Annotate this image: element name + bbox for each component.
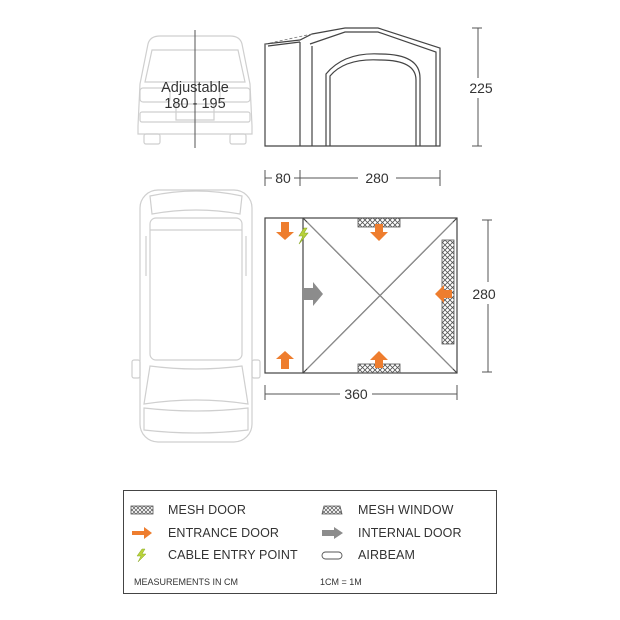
measurements-note: MEASUREMENTS IN CM (134, 577, 239, 587)
floorplan-outline (265, 218, 457, 373)
legend-entrance-door (130, 524, 279, 542)
scale-note: 1CM = 1M (320, 577, 362, 587)
airbeam-icon (320, 548, 346, 562)
mesh-door-icon (130, 503, 156, 517)
legend-mesh-door (130, 501, 246, 519)
entrance-door-arrow-bottom-left (276, 351, 294, 369)
legend-internal-door-label: INTERNAL DOOR (358, 526, 462, 540)
internal-door-arrow (302, 282, 323, 306)
legend-cable-entry (130, 546, 298, 564)
orange-arrow-icon (130, 526, 156, 540)
depth-dimensions (265, 170, 440, 186)
mesh-window-icon (320, 503, 346, 517)
entrance-door-arrow-top-left (276, 222, 294, 240)
adjustable-range: 180 - 195 (164, 96, 226, 112)
adjustable-label: Adjustable (161, 80, 229, 96)
side-depth-value: 280 (472, 286, 496, 302)
van-top-view (132, 190, 260, 442)
main-depth-value: 280 (365, 170, 389, 186)
legend-box (123, 490, 497, 594)
roofline-dashed (265, 34, 312, 44)
legend-mesh-window (320, 501, 454, 519)
tent-elevation (265, 28, 440, 146)
legend-mesh-door-label: MESH DOOR (168, 503, 246, 517)
legend-mesh-window-label: MESH WINDOW (358, 503, 454, 517)
total-width-value: 360 (344, 386, 368, 402)
legend-airbeam-label: AIRBEAM (358, 548, 415, 562)
annex-depth-value: 80 (275, 170, 291, 186)
cable-entry-legend-icon (130, 548, 156, 562)
legend-airbeam (320, 546, 415, 564)
legend-entrance-door-label: ENTRANCE DOOR (168, 526, 280, 540)
legend-cable-entry-label: CABLE ENTRY POINT (168, 548, 298, 562)
legend-internal-door (320, 524, 462, 542)
height-value: 225 (469, 80, 493, 96)
grey-arrow-icon (320, 526, 346, 540)
